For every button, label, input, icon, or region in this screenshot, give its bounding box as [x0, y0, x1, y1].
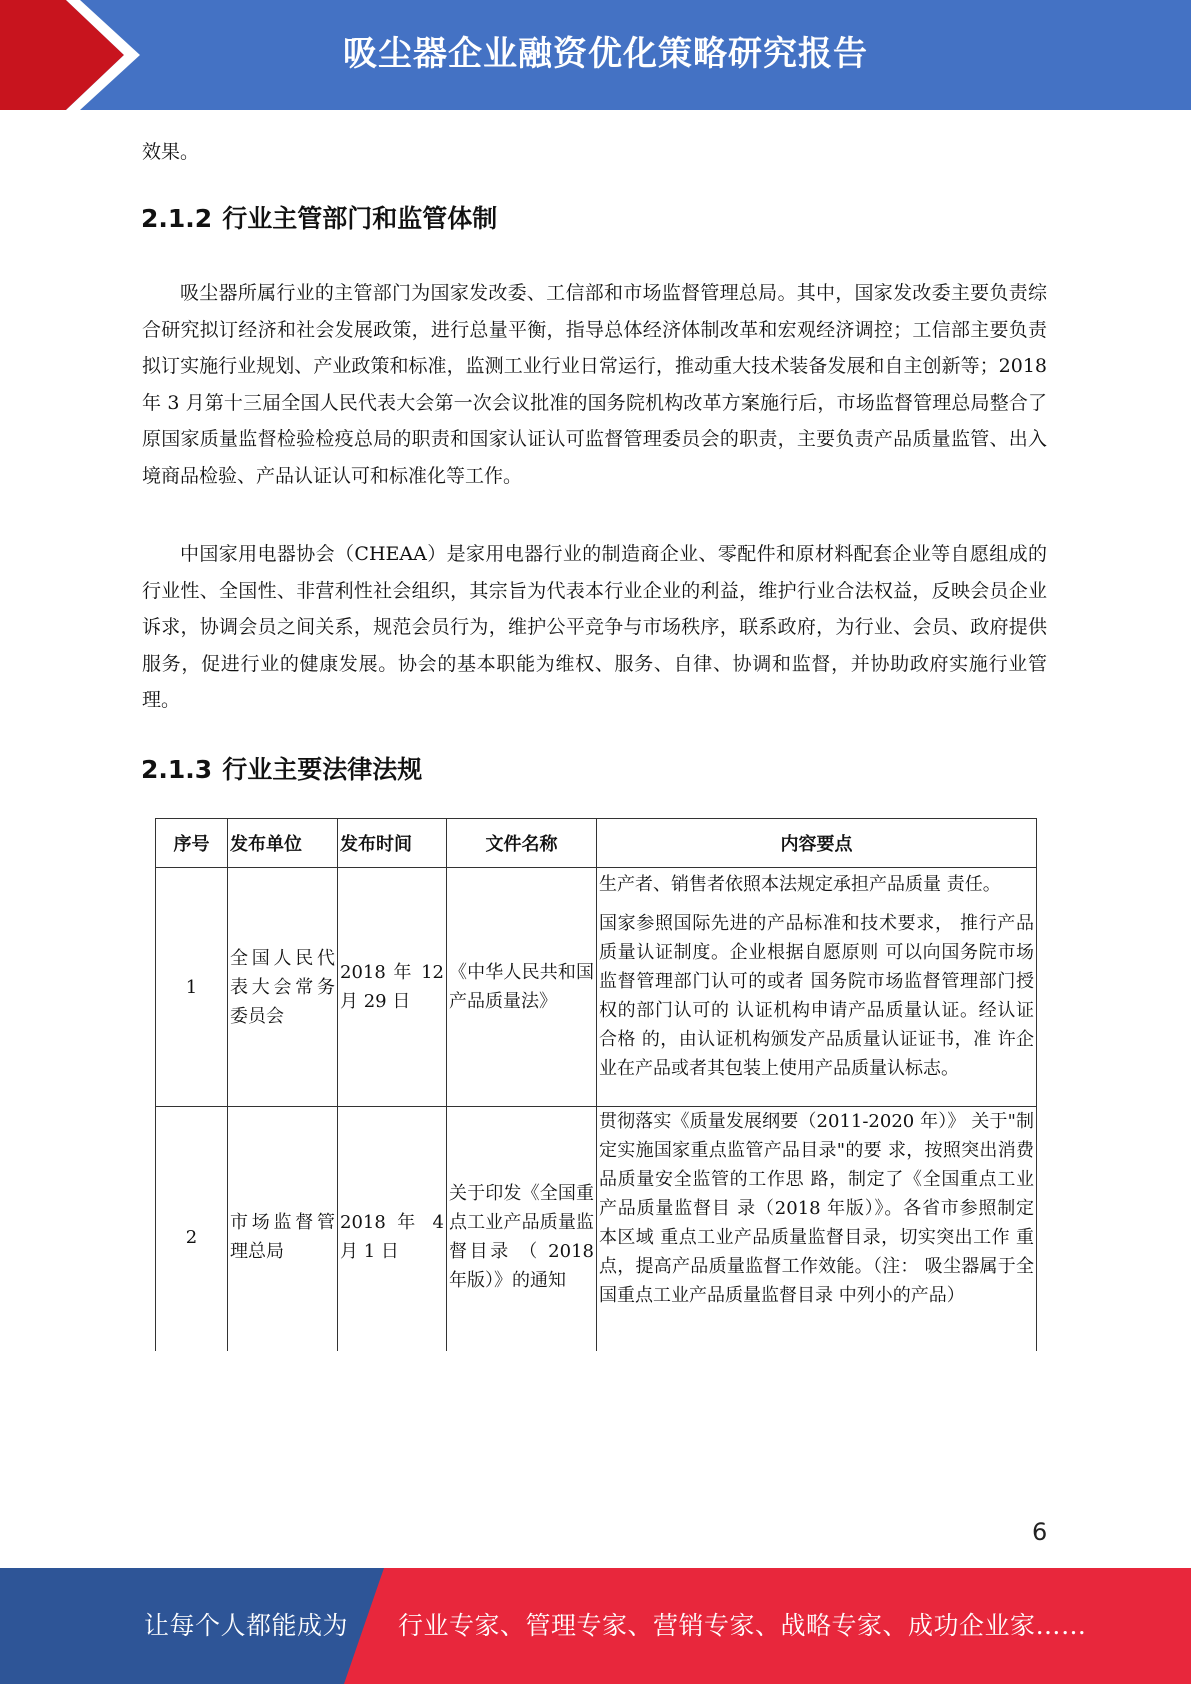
footer-banner — [0, 1568, 1191, 1684]
continued-text-fragment: 效果。 — [142, 141, 200, 163]
cell-date: 2018 年 12 月 29 日 — [338, 868, 447, 1107]
cell-issuer: 市场监督管理总局 — [228, 1107, 338, 1352]
cell-content — [597, 868, 1037, 1107]
content-point: 生产者、销售者依照本法规定承担产品质量 责任。 — [599, 874, 1001, 895]
cell-seq: 1 — [156, 868, 228, 1107]
table-header-row — [156, 819, 1037, 868]
cell-document: 关于印发《全国重点工业产品质量监督目录 （ 2018 年版）》的通知 — [447, 1107, 597, 1352]
section-heading-2-1-2 — [141, 201, 497, 237]
column-header-date: 发布时间 — [338, 819, 447, 868]
cell-date: 2018 年 4 月 1 日 — [338, 1107, 447, 1352]
column-header-issuer: 发布单位 — [228, 819, 338, 868]
column-header-seq: 序号 — [156, 819, 228, 868]
laws-table — [155, 818, 1037, 1351]
cell-document: 《中华人民共和国产品质量法》 — [447, 868, 597, 1107]
section-title: 行业主要法律法规 — [222, 755, 423, 784]
section-number: 2.1.3 — [141, 755, 213, 784]
content-point: 国家参照国际先进的产品标准和技术要求， 推行产品质量认证制度。企业根据自愿原则 可以向国务院市场监督管理部门认可的或者 国务院市场监督管理部门授权的部门认可的 认证机构申请产品质量认证。经认证合格 的，由认证机构颁发产品质量认证证书，准 许企业在产品或者其包装上使用产品质量认标志。 — [599, 913, 1034, 1079]
report-title: 吸尘器企业融资优化策略研究报告 — [343, 34, 868, 74]
laws-table-container — [155, 818, 1037, 1351]
cell-issuer: 全国人民代表大会常务委员会 — [228, 868, 338, 1107]
column-header-document: 文件名称 — [447, 819, 597, 868]
section-heading-2-1-3 — [141, 752, 422, 788]
table-row — [156, 868, 1037, 1107]
cell-seq: 2 — [156, 1107, 228, 1352]
paragraph-regulators: 吸尘器所属行业的主管部门为国家发改委、工信部和市场监督管理总局。其中，国家发改委主要负责综合研究拟订经济和社会发展政策，进行总量平衡，指导总体经济体制改革和宏观经济调控；工信部主要负责拟订实施行业规划、产业政策和标准，监测工业行业日常运行，推动重大技术装备发展和自主创新等；2018 年 3 月第十三届全国人民代表大会第一次会议批准的国务院机构改革方案施行后，市场监督管理总局整合了原国家质量监督检验检疫总局的职责和国家认证认可监督管理委员会的职责，主要负责产品质量监管、出入境商品检验、产品认证认可和标准化等工作。 — [142, 282, 1047, 487]
content-point: 贯彻落实《质量发展纲要（2011-2020 年）》 关于"制定实施国家重点监管产品目录"的要 求，按照突出消费品质量安全监管的工作思 路，制定了《全国重点工业产品质量监督目 录（2018 年版）》。各省市参照制定本区域 重点工业产品质量监督目录，切实突出工作 重点，提高产品质量监督工作效能。（注： 吸尘器属于全国重点工业产品质量监督目录 中列小的产品） — [599, 1111, 1034, 1306]
footer-slogan-left: 让每个人都能成为 — [144, 1611, 349, 1640]
paragraph-cheaa: 中国家用电器协会（CHEAA）是家用电器行业的制造商企业、零配件和原材料配套企业等自愿组成的行业性、全国性、非营利性社会组织，其宗旨为代表本行业企业的利益，维护行业合法权益，反映会员企业诉求，协调会员之间关系，规范会员行为，维护公平竞争与市场秩序，联系政府，为行业、会员、政府提供服务，促进行业的健康发展。协会的基本职能为维权、服务、自律、协调和监督，并协助政府实施行业管理。 — [142, 543, 1047, 712]
header-banner — [0, 0, 1191, 110]
cell-content — [597, 1107, 1037, 1352]
page-number: 6 — [1032, 1518, 1048, 1546]
header-chevron-decoration — [0, 0, 160, 110]
section-number: 2.1.2 — [141, 204, 213, 233]
section-title: 行业主管部门和监管体制 — [222, 204, 498, 233]
footer-slogan-right: 行业专家、管理专家、营销专家、战略专家、成功企业家…… — [398, 1611, 1087, 1640]
column-header-content: 内容要点 — [597, 819, 1037, 868]
table-row — [156, 1107, 1037, 1352]
